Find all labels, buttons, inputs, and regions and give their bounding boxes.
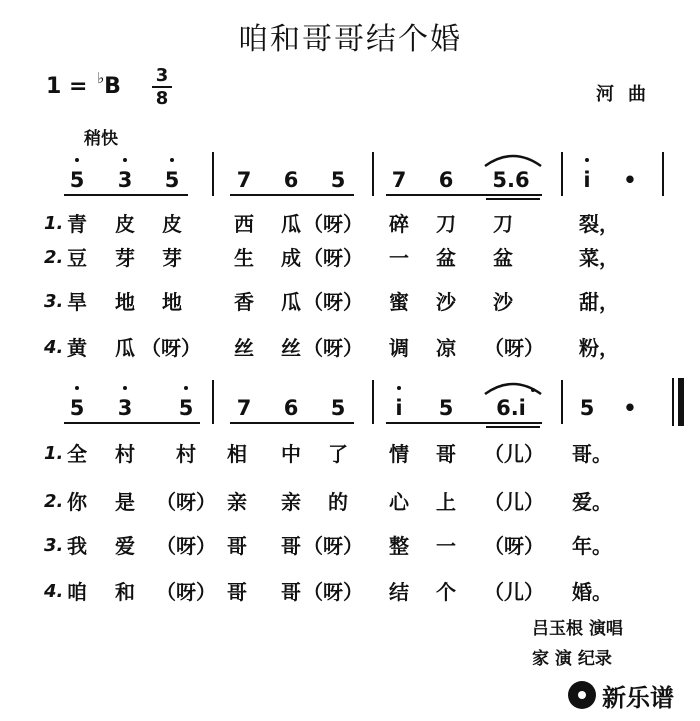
lyric-char: 全 xyxy=(67,442,87,466)
lyric-char: 刀 xyxy=(436,212,456,236)
lyric-char: 蜜 xyxy=(389,290,409,314)
verse-number: 3. xyxy=(44,291,64,312)
lyric-char: 亲 xyxy=(227,490,247,514)
lyric-char: （呀） xyxy=(156,534,216,558)
octave-dot xyxy=(170,158,174,162)
lyric-char: 相 xyxy=(227,442,247,466)
beam-underline xyxy=(486,426,540,428)
note: 7 xyxy=(391,168,407,192)
lyric-char: 我 xyxy=(67,534,87,558)
lyric-char: 菜， xyxy=(579,246,619,270)
lyric-char: 豆 xyxy=(67,246,87,270)
note: 3 xyxy=(117,168,133,192)
final-bar-thin xyxy=(672,378,674,426)
bar-line xyxy=(212,380,214,424)
bar-line xyxy=(212,152,214,196)
lyric-char: 你 xyxy=(67,490,87,514)
note: 5 xyxy=(69,396,85,420)
beam-underline xyxy=(230,194,354,196)
octave-dot xyxy=(75,158,79,162)
lyric-char: 沙 xyxy=(493,290,513,314)
lyric-char: （呀） xyxy=(484,534,544,558)
note: 6 xyxy=(438,168,454,192)
lyric-char: 芽 xyxy=(115,246,135,270)
note: 3 xyxy=(117,396,133,420)
lyric-char: （呀） xyxy=(141,336,201,360)
lyric-char: （呀） xyxy=(303,336,363,360)
lyric-char: 年。 xyxy=(572,534,612,558)
lyric-char: 婚。 xyxy=(572,580,612,604)
verse-number: 2. xyxy=(44,247,64,268)
lyric-char: （呀） xyxy=(303,534,363,558)
lyric-char: 西 xyxy=(234,212,254,236)
note: 5 xyxy=(579,396,595,420)
singer-credit: 吕玉根 演唱 xyxy=(532,619,623,639)
flat-icon: ♭ xyxy=(97,69,105,87)
verse-number: 3. xyxy=(44,535,64,556)
verse-number: 4. xyxy=(44,337,64,358)
note: 6 xyxy=(283,168,299,192)
octave-dot xyxy=(123,386,127,390)
lyric-char: 一 xyxy=(389,246,409,270)
lyric-char: 地 xyxy=(115,290,135,314)
lyric-char: （呀） xyxy=(303,290,363,314)
note-group: 5.6 xyxy=(492,168,530,192)
meter-bottom: 8 xyxy=(155,88,169,109)
lyric-char: 哥 xyxy=(227,534,247,558)
lyric-char: 地 xyxy=(162,290,182,314)
octave-dot xyxy=(397,386,401,390)
lyric-char: （呀） xyxy=(303,580,363,604)
key-prefix: 1 = xyxy=(46,74,96,99)
lyric-char: （呀） xyxy=(484,336,544,360)
lyric-char: 旱 xyxy=(67,290,87,314)
lyric-char: 芽 xyxy=(162,246,182,270)
verse-number: 1. xyxy=(44,213,64,234)
note: 7 xyxy=(236,396,252,420)
lyric-char: （呀） xyxy=(156,580,216,604)
lyric-char: （呀） xyxy=(303,212,363,236)
beam-underline xyxy=(486,198,540,200)
recorder-credit: 家 演 纪录 xyxy=(532,649,612,669)
note: • xyxy=(623,168,637,192)
bar-line xyxy=(561,380,563,424)
lyric-char: 上 xyxy=(436,490,456,514)
octave-dot xyxy=(75,386,79,390)
note: 5 xyxy=(178,396,194,420)
lyric-char: 和 xyxy=(115,580,135,604)
verse-number: 4. xyxy=(44,581,64,602)
note: 7 xyxy=(236,168,252,192)
lyric-char: 瓜 xyxy=(115,336,135,360)
lyric-char: 成 xyxy=(281,246,301,270)
bar-line xyxy=(662,152,664,196)
note: 5 xyxy=(164,168,180,192)
lyric-char: （呀） xyxy=(156,490,216,514)
lyric-char: 沙 xyxy=(436,290,456,314)
lyric-char: 盆 xyxy=(493,246,513,270)
verse-number: 2. xyxy=(44,491,64,512)
lyric-char: 哥 xyxy=(281,534,301,558)
note-group: 6.i xyxy=(496,396,526,420)
lyric-char: 黄 xyxy=(67,336,87,360)
lyric-char: 村 xyxy=(115,442,135,466)
meter-top: 3 xyxy=(155,65,169,86)
lyric-char: 哥。 xyxy=(572,442,612,466)
lyric-char: 结 xyxy=(389,580,409,604)
beam-underline xyxy=(64,194,188,196)
lyric-char: 心 xyxy=(389,490,409,514)
key-tonic: B xyxy=(104,74,121,99)
beam-underline xyxy=(386,422,542,424)
lyric-char: 青 xyxy=(67,212,87,236)
origin-label: 河曲 xyxy=(596,84,660,105)
octave-dot xyxy=(585,158,589,162)
lyric-char: 丝 xyxy=(234,336,254,360)
note: 5 xyxy=(330,396,346,420)
lyric-char: 香 xyxy=(234,290,254,314)
lyric-char: （儿） xyxy=(484,442,544,466)
song-title: 咱和哥哥结个婚 xyxy=(238,22,462,57)
lyric-char: 裂， xyxy=(579,212,619,236)
lyric-char: 皮 xyxy=(115,212,135,236)
beam-underline xyxy=(64,422,200,424)
lyric-char: 村 xyxy=(176,442,196,466)
lyric-char: 一 xyxy=(436,534,456,558)
lyric-char: 生 xyxy=(234,246,254,270)
lyric-char: 情 xyxy=(389,442,409,466)
lyric-char: 甜， xyxy=(579,290,619,314)
note: 5 xyxy=(330,168,346,192)
lyric-char: 调 xyxy=(389,336,409,360)
lyric-char: 了 xyxy=(328,442,348,466)
vinyl-disc-icon xyxy=(568,681,596,709)
note: 5 xyxy=(438,396,454,420)
slur-mark xyxy=(482,378,544,396)
octave-dot xyxy=(184,386,188,390)
lyric-char: （儿） xyxy=(484,490,544,514)
logo-text: 新乐谱 xyxy=(602,684,674,712)
slur-mark xyxy=(482,150,544,168)
lyric-char: 碎 xyxy=(389,212,409,236)
note: 5 xyxy=(69,168,85,192)
lyric-char: 爱。 xyxy=(572,490,612,514)
lyric-char: 个 xyxy=(436,580,456,604)
lyric-char: 丝 xyxy=(281,336,301,360)
lyric-char: 哥 xyxy=(227,580,247,604)
lyric-char: 盆 xyxy=(436,246,456,270)
lyric-char: 是 xyxy=(115,490,135,514)
lyric-char: 哥 xyxy=(281,580,301,604)
lyric-char: 瓜 xyxy=(281,212,301,236)
lyric-char: （呀） xyxy=(303,246,363,270)
octave-dot xyxy=(123,158,127,162)
lyric-char: 刀 xyxy=(493,212,513,236)
note: i xyxy=(583,168,591,192)
lyric-char: 瓜 xyxy=(281,290,301,314)
lyric-char: 皮 xyxy=(162,212,182,236)
tempo-marking: 稍快 xyxy=(84,129,118,149)
note: • xyxy=(623,396,637,420)
lyric-char: 亲 xyxy=(281,490,301,514)
lyric-char: 整 xyxy=(389,534,409,558)
note: i xyxy=(395,396,403,420)
beam-underline xyxy=(386,194,542,196)
beam-underline xyxy=(230,422,354,424)
lyric-char: 哥 xyxy=(436,442,456,466)
bar-line xyxy=(561,152,563,196)
lyric-char: 咱 xyxy=(67,580,87,604)
note: 6 xyxy=(283,396,299,420)
time-signature xyxy=(152,66,172,108)
final-bar-thick xyxy=(678,378,684,426)
lyric-char: 爱 xyxy=(115,534,135,558)
bar-line xyxy=(372,380,374,424)
lyric-char: 粉， xyxy=(579,336,619,360)
lyric-char: 凉 xyxy=(436,336,456,360)
key-signature xyxy=(46,69,121,99)
lyric-char: 的 xyxy=(328,490,348,514)
verse-number: 1. xyxy=(44,443,64,464)
lyric-char: 中 xyxy=(281,442,301,466)
bar-line xyxy=(372,152,374,196)
lyric-char: （儿） xyxy=(484,580,544,604)
